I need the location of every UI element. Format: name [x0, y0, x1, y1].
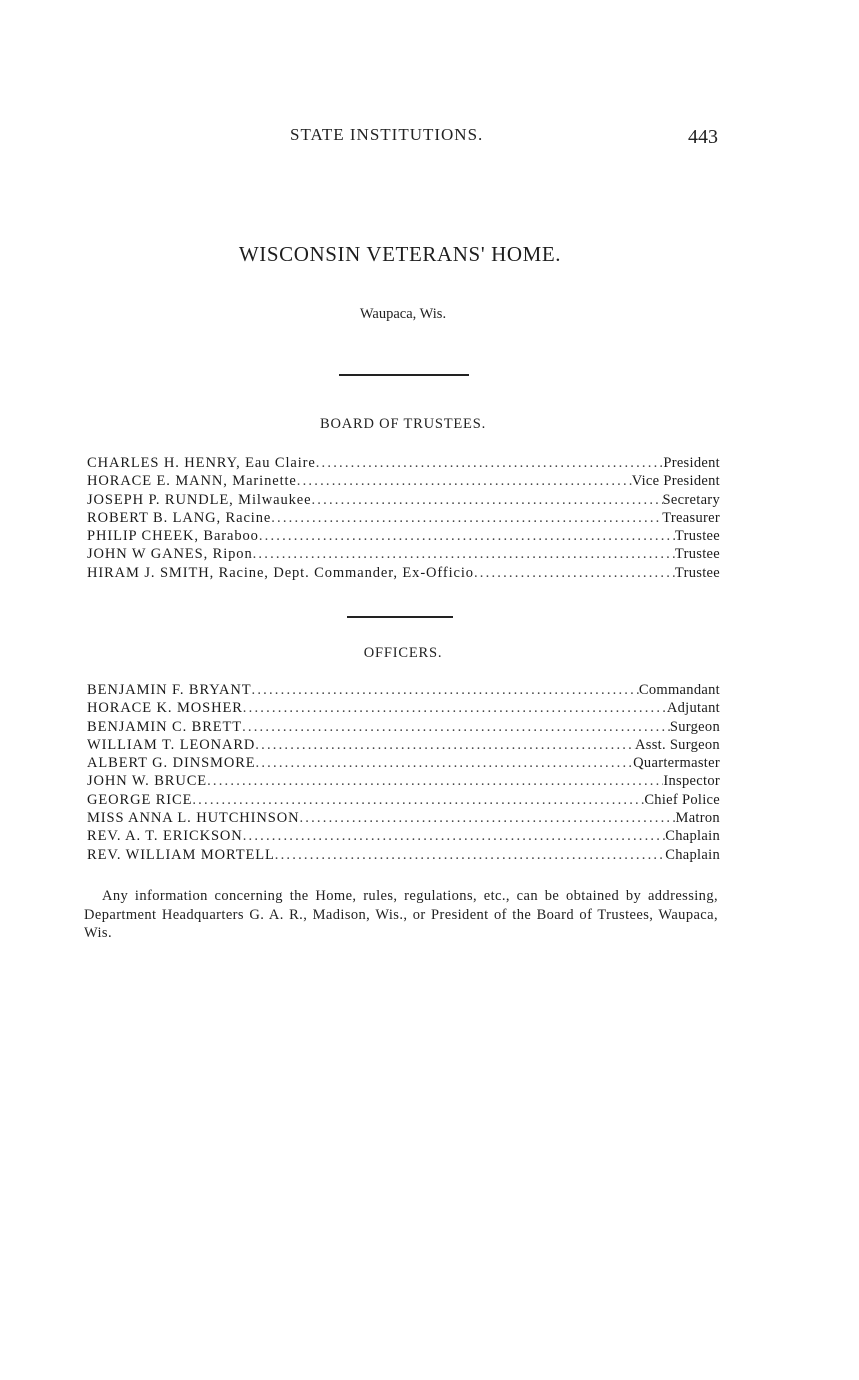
trustee-role: Secretary [662, 491, 720, 508]
officer-name: GEORGE RICE [87, 791, 193, 808]
officer-row [87, 791, 720, 809]
trustees-heading: BOARD OF TRUSTEES. [319, 416, 486, 432]
officer-role: Chaplain [665, 828, 720, 845]
officer-name: HORACE K. MOSHER [87, 700, 243, 717]
officer-name: ALBERT G. DINSMORE [87, 755, 256, 772]
trustee-name: ROBERT B. LANG, Racine [87, 509, 272, 526]
page-number: 443 [688, 126, 718, 148]
officer-row [87, 681, 720, 699]
dot-leader [271, 509, 662, 527]
trustee-row [87, 545, 720, 563]
trustee-role: President [663, 455, 720, 471]
officer-role: Chief Police [644, 791, 720, 808]
dot-leader [297, 472, 632, 490]
trustee-name: JOSEPH P. RUNDLE, Milwaukee [87, 491, 312, 508]
officer-role: Quartermaster [633, 755, 720, 772]
officer-role: Chaplain [665, 846, 720, 863]
trustee-name: JOHN W GANES, Ripon [87, 546, 253, 563]
dot-leader [256, 754, 634, 772]
dot-leader [252, 681, 639, 699]
trustee-row [87, 491, 720, 509]
dot-leader [275, 846, 665, 864]
dot-leader [192, 791, 644, 809]
trustee-row [87, 564, 720, 582]
officer-row [87, 699, 720, 717]
contact-note: Any information concerning the Home, rules, regulations, etc., can be obtained by addressing, Department Headquarters G. A. R., Madison, Wis., or President of the Board of Trustees, Waupaca, Wis. [84, 888, 718, 941]
dot-leader [253, 545, 675, 563]
dot-leader [311, 491, 662, 509]
trustee-role: Treasurer [662, 509, 720, 526]
officer-name: MISS ANNA L. HUTCHINSON [87, 810, 300, 827]
officer-name: WILLIAM T. LEONARD [87, 736, 256, 753]
dot-leader [474, 564, 675, 582]
dot-leader [259, 527, 675, 545]
officer-role: Matron [675, 810, 720, 827]
trustee-role: Trustee [674, 564, 720, 581]
dot-leader [255, 736, 635, 754]
dot-leader [316, 454, 664, 472]
dot-leader [207, 772, 663, 790]
trustee-name: PHILIP CHEEK, Baraboo [87, 528, 259, 545]
place-line: Waupaca, Wis. [359, 306, 447, 322]
officer-row [87, 827, 720, 845]
trustee-name: CHARLES H. HENRY, Eau Claire [87, 455, 316, 471]
officer-row [87, 846, 720, 864]
trustee-row [87, 454, 720, 472]
officer-role: Commandant [638, 682, 720, 698]
officer-name: BENJAMIN C. BRETT [87, 718, 243, 735]
trustee-row [87, 527, 720, 545]
running-head: STATE INSTITUTIONS. [290, 125, 484, 144]
officer-role: Inspector [663, 773, 720, 790]
trustee-name: HIRAM J. SMITH, Racine, Dept. Commander, Ex-Officio [87, 564, 474, 581]
page-title: WISCONSIN VETERANS' HOME. [238, 242, 562, 266]
divider-rule [339, 374, 469, 376]
officer-name: REV. A. T. ERICKSON [87, 828, 243, 845]
officers-list [87, 681, 720, 864]
divider-rule [347, 616, 453, 618]
officer-role: Asst. Surgeon [634, 736, 720, 753]
trustee-row [87, 472, 720, 490]
officer-row [87, 772, 720, 790]
officer-row [87, 809, 720, 827]
officer-row [87, 718, 720, 736]
officer-role: Surgeon [669, 718, 720, 735]
dot-leader [243, 699, 667, 717]
trustees-list [87, 454, 720, 582]
officers-heading: OFFICERS. [363, 645, 443, 661]
trustee-row [87, 509, 720, 527]
officer-role: Adjutant [666, 700, 720, 717]
officer-name: REV. WILLIAM MORTELL [87, 846, 275, 863]
officer-name: JOHN W. BRUCE [87, 773, 208, 790]
dot-leader [242, 718, 670, 736]
trustee-role: Trustee [674, 546, 720, 563]
dot-leader [299, 809, 675, 827]
officer-row [87, 754, 720, 772]
trustee-role: Vice President [631, 473, 720, 490]
dot-leader [243, 827, 666, 845]
trustee-role: Trustee [674, 528, 720, 545]
officer-name: BENJAMIN F. BRYANT [87, 682, 252, 698]
officer-row [87, 736, 720, 754]
trustee-name: HORACE E. MANN, Marinette [87, 473, 297, 490]
